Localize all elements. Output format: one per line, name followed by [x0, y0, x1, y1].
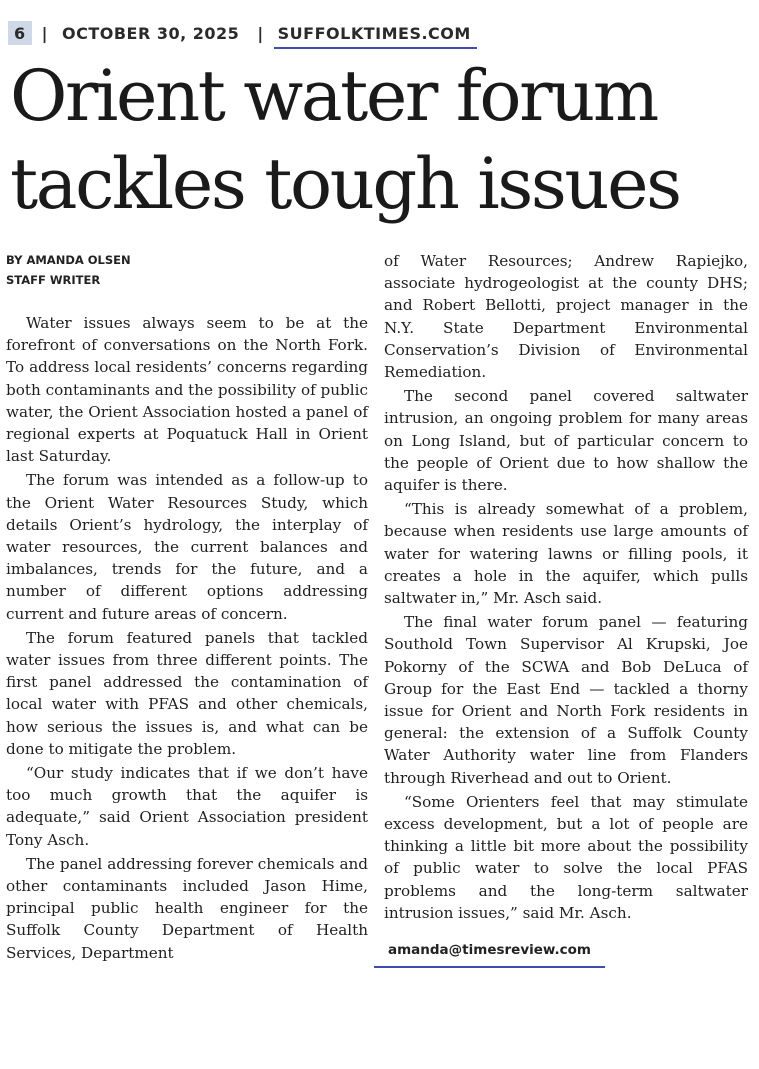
header-separator: | — [257, 23, 264, 43]
paragraph: “This is already somewhat of a problem, because when residents use large amounts of water for watering lawns or filling pools, it creates a hole in the aquifer, which pulls saltwater in,” Mr. Asch said. — [384, 500, 748, 608]
article-column-right — [384, 250, 748, 968]
header-separator: | — [41, 23, 48, 43]
headline — [10, 52, 750, 228]
site-link[interactable]: SUFFOLKTIMES.COM — [277, 23, 471, 43]
page-number: 6 — [8, 21, 32, 45]
article-column-left — [6, 250, 368, 966]
issue-date: OCTOBER 30, 2025 — [61, 23, 240, 43]
paragraph: The forum featured panels that tackled water issues from three different points. The first panel addressed the contamination of local water with PFAS and other chemicals, how serious the issues is, and what can be done to mitigate the problem. — [6, 628, 368, 758]
page-header — [8, 20, 471, 46]
headline-line-1: Orient water forum — [10, 55, 657, 137]
paragraph: The second panel covered saltwater intrusion, an ongoing problem for many areas on Long Island, but of particular concern to the people of Orient due to how shallow the aquifer is there. — [384, 387, 748, 495]
paragraph: Water issues always seem to be at the forefront of conversations on the North Fork. To address local residents’ concerns regarding both contaminants and the possibility of public water, the Orient Association hosted a panel of regional experts at Poquatuck Hall in Orient last Saturday. — [6, 314, 369, 466]
paragraph: “Our study indicates that if we don’t have too much growth that the aquifer is adequate,” said Orient Association president Tony Asch. — [6, 764, 368, 849]
paragraph: The panel addressing forever chemicals and other contaminants included Jason Hime, principal public health engineer for the Suffolk County Department of Health Services, Department — [6, 854, 368, 962]
paragraph: The final water forum panel — featuring Southold Town Supervisor Al Krupski, Joe Pokorny of the SCWA and Bob DeLuca of Group for the East End — tackled a thorny issue for Orient and North Fork residents in general: the extension of a Suffolk County Water Authority water line from Flanders through Riverhead and out to Orient. — [384, 613, 748, 787]
byline-role: STAFF WRITER — [6, 273, 101, 287]
paragraph: “Some Orienters feel that may stimulate excess development, but a lot of people are thinking a little bit more about the possibility of public water to solve the local PFAS problems and the long-term saltwater intrusion issues,” said Mr. Asch. — [384, 792, 748, 922]
paragraph: The forum was intended as a follow-up to the Orient Water Resources Study, which details Orient’s hydrology, the interplay of water resources, the current balances and imbalances, trends for the future, and a number of different options addressing current and future areas of concern. — [6, 471, 368, 623]
paragraph-continued: of Water Resources; Andrew Rapiejko, associate hydrogeologist at the county DHS; and Robert Bellotti, project manager in the N.Y. State Department Environmental Conservation’s Division of Environmental Remediation. — [384, 252, 748, 382]
byline-author: BY AMANDA OLSEN — [6, 253, 131, 267]
author-email-link[interactable]: amanda@timesreview.com — [388, 942, 591, 968]
headline-line-2: tackles tough issues — [10, 143, 680, 225]
